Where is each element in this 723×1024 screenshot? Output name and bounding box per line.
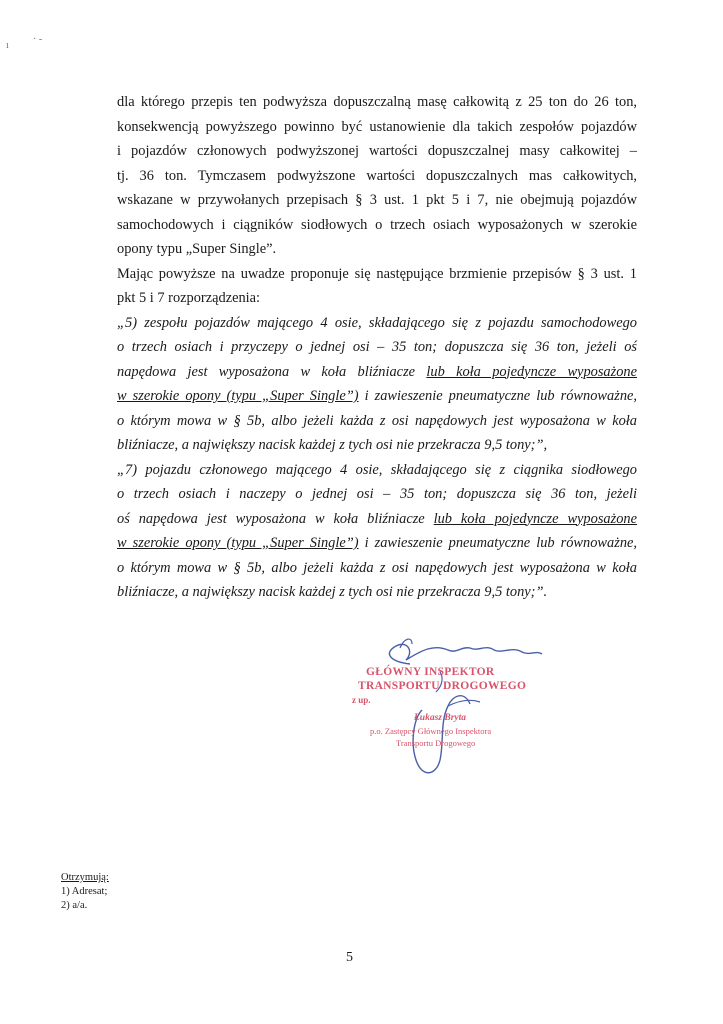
text-line: pkt 5 i 7 rozporządzenia:: [117, 290, 261, 306]
scan-artifact-mark: · -: [33, 34, 43, 45]
text-segment: i zawieszenie pneumatyczne lub równoważne,: [358, 535, 637, 551]
recipient-item: 2) a/a.: [61, 900, 88, 911]
stamp-line: z up.: [352, 695, 371, 705]
text-line: o którym mowa w § 5b, albo jeżeli każda z osi napędowych jest wyposażona w koła: [117, 559, 637, 576]
text-line: [117, 507, 637, 532]
text-line: bliźniacze, a największy nacisk każdej z tych osi nie przekracza 9,5 tony;”.: [117, 584, 548, 600]
text-line: „7) pojazdu członowego mającego 4 osie, składającego się z ciągnika siodłowego: [117, 461, 637, 478]
scan-artifact-mark: ı: [6, 40, 9, 51]
quoted-provision-7: [117, 458, 637, 605]
text-line: [117, 531, 637, 556]
text-line: konsekwencją powyższego powinno być ustanowienie dla takich zespołów pojazdów: [117, 118, 637, 135]
text-segment: i zawieszenie pneumatyczne lub równoważne,: [358, 388, 637, 404]
underlined-amendment: lub koła pojedyncze wyposażone: [433, 510, 637, 527]
underlined-amendment: w szerokie opony (typu „Super Single”): [117, 535, 359, 551]
text-line: [117, 384, 637, 409]
body-paragraph: [117, 90, 637, 262]
text-line: i pojazdów członowych podwyższonej wartości dopuszczalnej masy całkowitej –: [117, 143, 637, 159]
stamp-name: Łukasz Bryta: [414, 713, 466, 723]
text-line: o trzech osiach i przyczepy o jednej osi – 35 ton; dopuszcza się 36 ton, jeżeli oś: [117, 339, 637, 355]
text-line: „5) zespołu pojazdów mającego 4 osie, składającego się z pojazdu samochodowego: [117, 314, 637, 331]
official-stamp: [352, 632, 562, 782]
document-body: [117, 90, 637, 605]
text-line: opony typu „Super Single”.: [117, 241, 277, 257]
stamp-line: TRANSPORTU DROGOWEGO: [358, 680, 527, 692]
underlined-amendment: w szerokie opony (typu „Super Single”): [117, 388, 359, 404]
text-line: [117, 360, 637, 385]
text-line: Mając powyższe na uwadze proponuje się następujące brzmienie przepisów § 3 ust. 1: [117, 265, 637, 282]
text-line: samochodowych i ciągników siodłowych o trzech osiach wyposażonych w szerokie: [117, 216, 637, 233]
handwritten-signature: [352, 632, 562, 782]
text-line: o trzech osiach i naczepy o jednej osi – 35 ton; dopuszcza się 36 ton, jeżeli: [117, 486, 637, 502]
text-line: wskazane w przywołanych przepisach § 3 ust. 1 pkt 5 i 7, nie obejmują pojazdów: [117, 192, 637, 208]
quoted-provision-5: [117, 311, 637, 458]
recipient-item: 1) Adresat;: [61, 886, 108, 897]
stamp-role: Transportu Drogowego: [396, 738, 476, 748]
text-segment: napędowa jest wyposażona w koła bliźniacze: [117, 363, 427, 380]
stamp-role: p.o. Zastępcy Głównego Inspektora: [370, 726, 492, 736]
text-line: o którym mowa w § 5b, albo jeżeli każda z osi napędowych jest wyposażona w koła: [117, 412, 637, 429]
recipients-list: [61, 871, 109, 913]
underlined-amendment: lub koła pojedyncze wyposażone: [426, 363, 638, 380]
page-number: 5: [346, 950, 353, 965]
recipients-heading: Otrzymują:: [61, 872, 109, 883]
text-segment: oś napędowa jest wyposażona w koła bliźniacze: [117, 510, 434, 527]
stamp-line: GŁÓWNY INSPEKTOR: [366, 666, 495, 678]
text-line: tj. 36 ton. Tymczasem podwyższone wartości dopuszczalnych mas całkowitych,: [117, 167, 637, 184]
text-line: bliźniacze, a największy nacisk każdej z tych osi nie przekracza 9,5 tony;”,: [117, 437, 548, 453]
text-line: dla którego przepis ten podwyższa dopuszczalną masę całkowitą z 25 ton do 26 ton,: [117, 94, 637, 110]
intro-paragraph: [117, 262, 637, 311]
